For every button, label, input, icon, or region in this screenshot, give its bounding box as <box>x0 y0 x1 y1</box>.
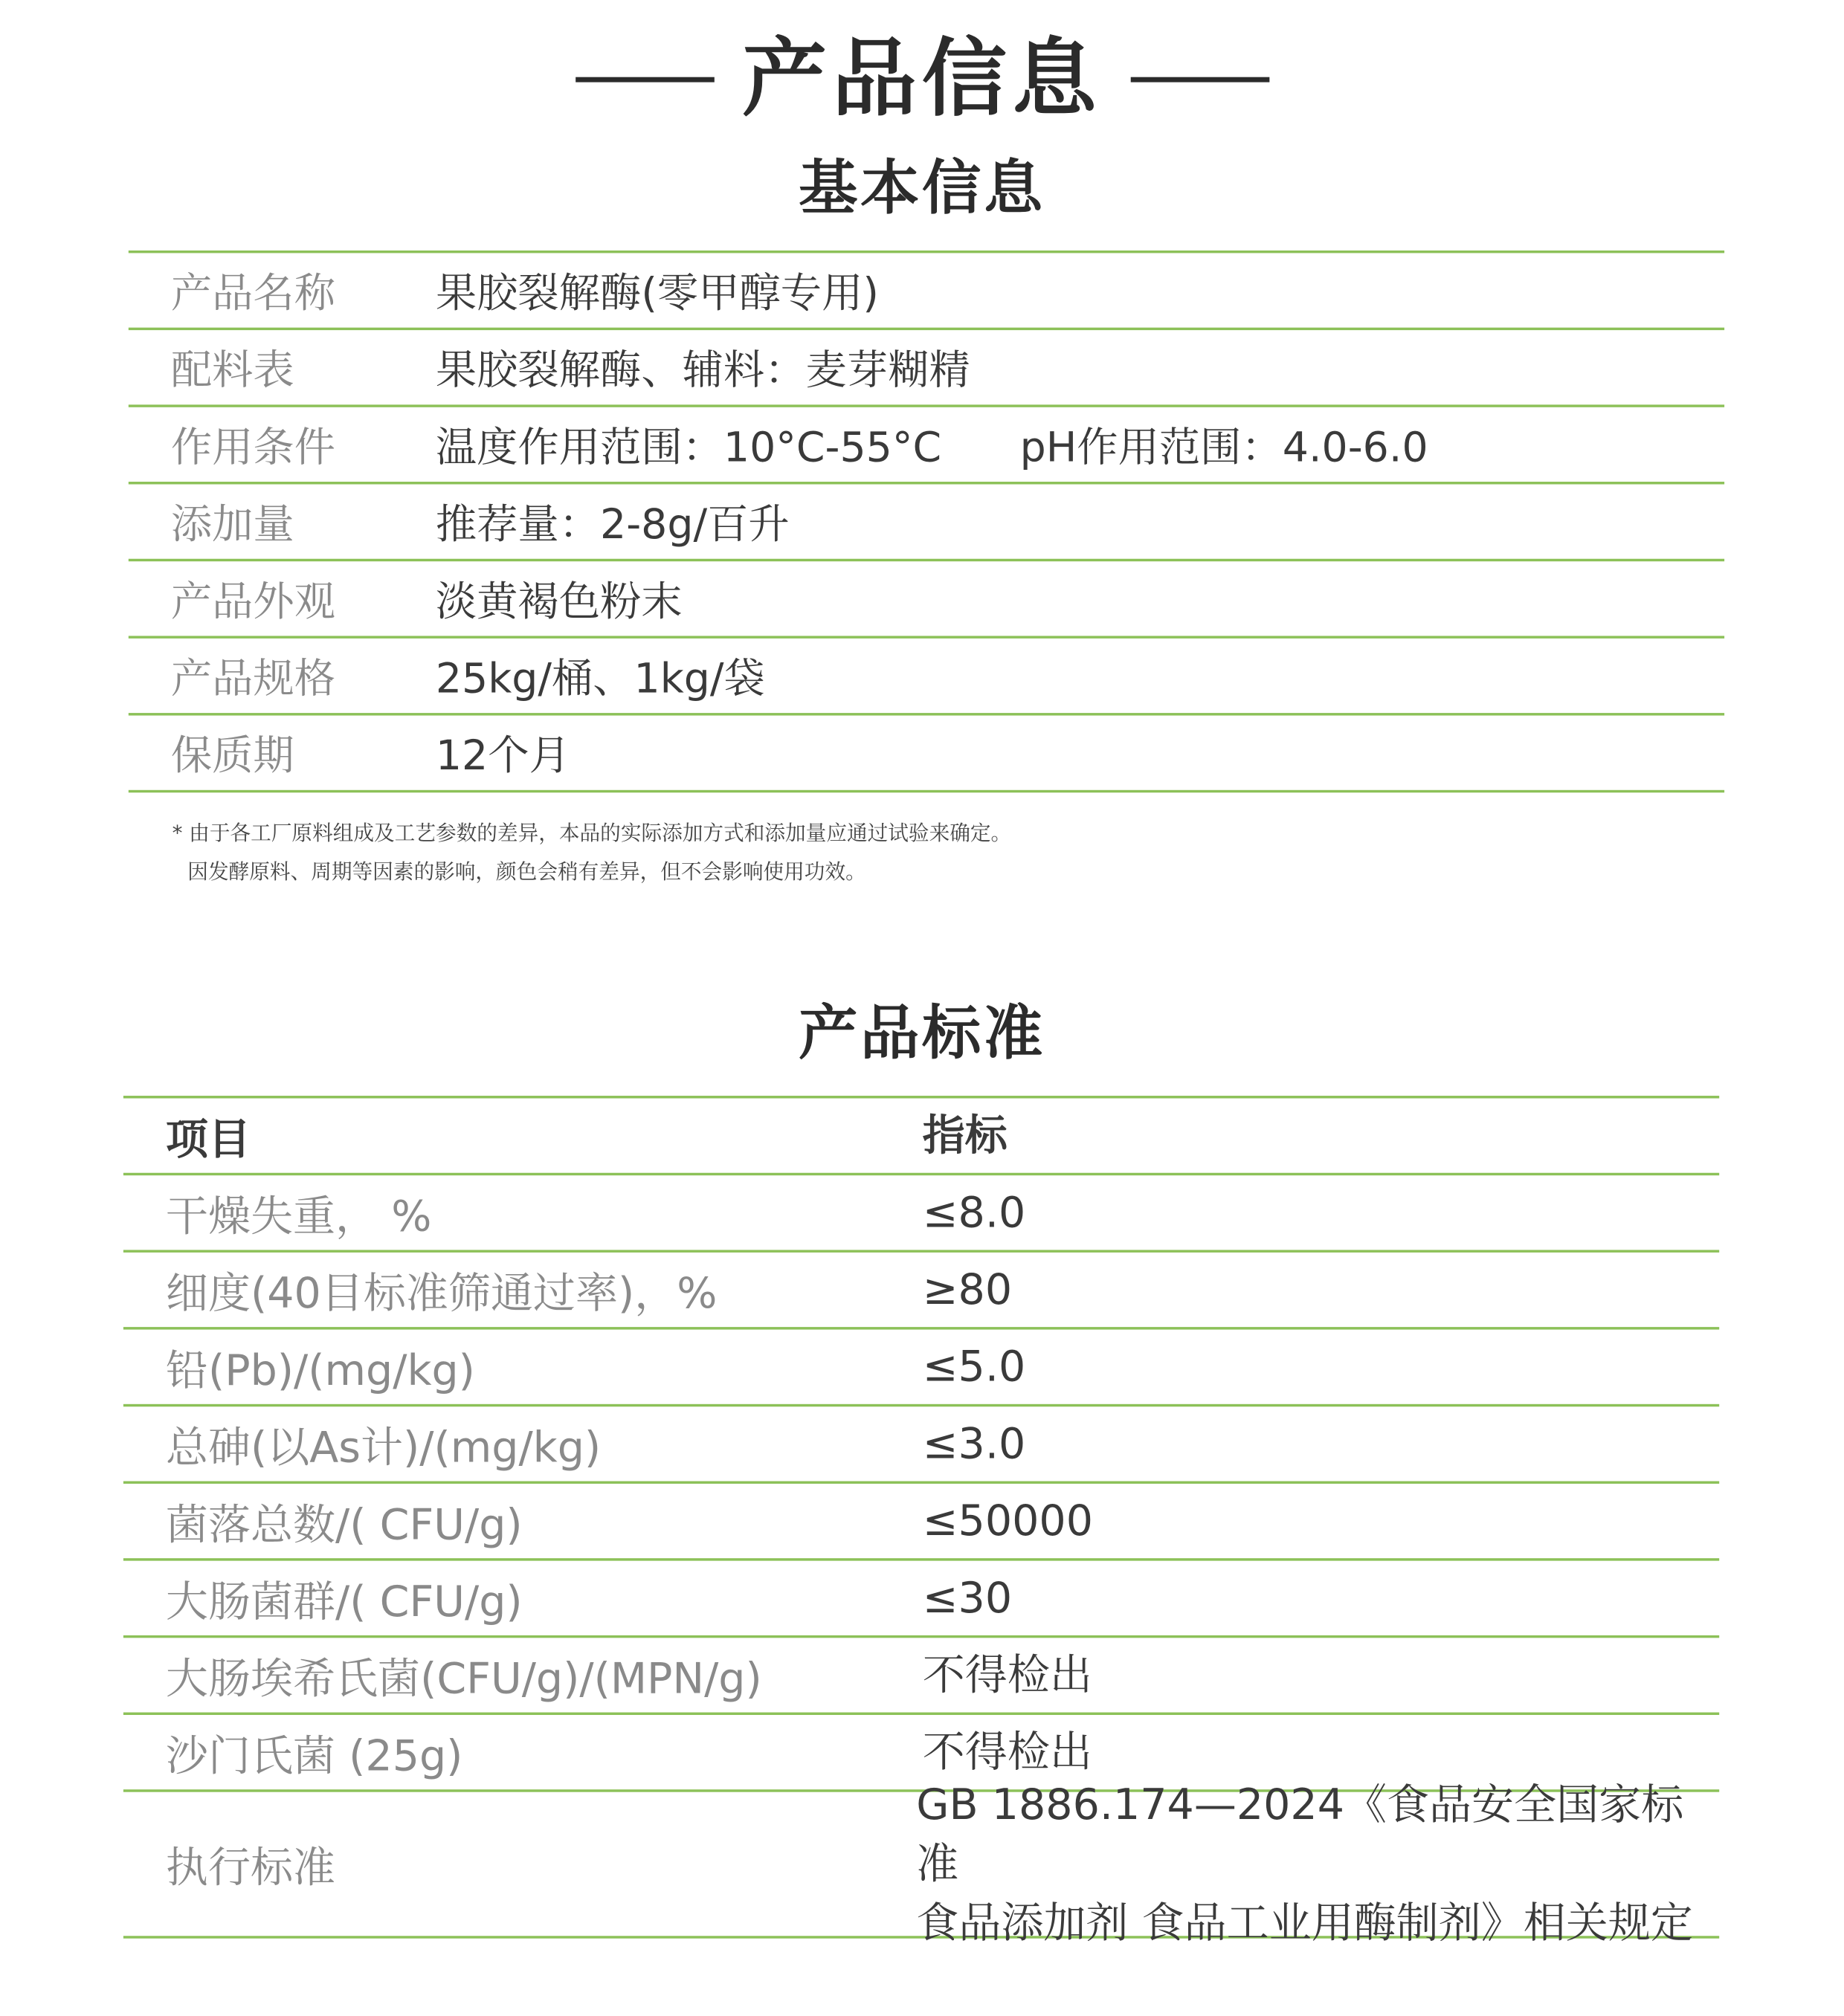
title-left-rule <box>575 77 714 83</box>
info-value: 果胶裂解酶(零甲醇专用) <box>435 268 879 317</box>
info-value: 温度作用范围：10°C-55°C pH作用范围：4.0-6.0 <box>435 422 1428 472</box>
std-item: 沙门氏菌 (25g) <box>165 1729 463 1780</box>
info-label: 作用条件 <box>170 422 336 472</box>
main-title-block <box>0 28 1844 131</box>
std-value: 不得检出 <box>922 1649 1092 1700</box>
info-row-dosage <box>129 484 1724 561</box>
table-row <box>123 1253 1719 1330</box>
std-item: 细度(40目标准筛通过率)，% <box>165 1267 718 1318</box>
std-value: ≤3.0 <box>922 1418 1026 1469</box>
footnote-line-1: * 由于各工厂原料组成及工艺参数的差异，本品的实际添加方式和添加量应通过试验来确定。 <box>172 821 1012 846</box>
std-value: 不得检出 <box>922 1726 1092 1777</box>
std-item: 铅(Pb)/(mg/kg) <box>165 1344 475 1395</box>
std-item: 干燥失重， % <box>165 1190 432 1241</box>
std-item: 大肠菌群/( CFU/g) <box>165 1575 523 1626</box>
info-label: 产品外观 <box>170 576 336 626</box>
standards-title: 产品标准 <box>799 998 1045 1068</box>
info-label: 添加量 <box>170 500 294 549</box>
table-row <box>123 1330 1719 1407</box>
std-item: 大肠埃希氏菌(CFU/g)/(MPN/g) <box>165 1652 762 1703</box>
table-row <box>123 1638 1719 1715</box>
standards-header-row <box>123 1099 1719 1176</box>
info-row-specification <box>129 639 1724 716</box>
info-value: 淡黄褐色粉末 <box>435 576 683 626</box>
footnotes <box>173 815 1012 892</box>
info-row-product-name <box>129 253 1724 330</box>
table-row <box>123 1561 1719 1638</box>
std-item: 执行标准 <box>165 1841 336 1892</box>
table-row <box>123 1175 1719 1253</box>
std-value: ≤8.0 <box>922 1186 1026 1238</box>
info-label: 产品名称 <box>170 268 336 317</box>
footnote-line-2: 因发酵原料、周期等因素的影响，颜色会稍有差异，但不会影响使用功效。 <box>187 859 866 884</box>
info-label: 配料表 <box>170 345 294 395</box>
std-value: ≤5.0 <box>922 1341 1026 1392</box>
execution-line-2: 食品添加剂 食品工业用酶制剂》相关规定 <box>916 1897 1693 1948</box>
info-row-ingredients <box>129 330 1724 407</box>
info-value: 12个月 <box>435 731 570 780</box>
table-row-execution-standard <box>123 1779 1719 1948</box>
column-header-item: 项目 <box>165 1113 251 1163</box>
std-value: ≤30 <box>922 1572 1013 1623</box>
info-row-appearance <box>129 561 1724 639</box>
table-row <box>123 1406 1719 1484</box>
table-row <box>123 1484 1719 1561</box>
std-value: ≤50000 <box>922 1495 1093 1545</box>
std-item: 菌落总数/( CFU/g) <box>165 1498 523 1549</box>
basic-info-title: 基本信息 <box>799 152 1045 222</box>
info-value: 推荐量：2-8g/百升 <box>435 500 790 549</box>
std-value: ≥80 <box>922 1264 1013 1314</box>
info-row-shelf-life <box>129 716 1724 793</box>
execution-line-1: GB 1886.174—2024《食品安全国家标准 <box>916 1779 1684 1889</box>
info-value: 25kg/桶、1kg/袋 <box>435 653 765 703</box>
column-header-value: 指标 <box>922 1110 1008 1160</box>
std-value-execution <box>916 1775 1719 1952</box>
std-item: 总砷(以As计)/(mg/kg) <box>165 1421 602 1472</box>
info-label: 产品规格 <box>170 653 336 703</box>
page-title: 产品信息 <box>741 29 1102 129</box>
basic-info-table <box>129 251 1724 792</box>
info-value: 果胶裂解酶、辅料：麦芽糊精 <box>435 345 970 395</box>
info-row-conditions <box>129 407 1724 485</box>
info-label: 保质期 <box>170 731 294 780</box>
standards-table <box>123 1096 1719 1948</box>
title-right-rule <box>1130 77 1269 83</box>
